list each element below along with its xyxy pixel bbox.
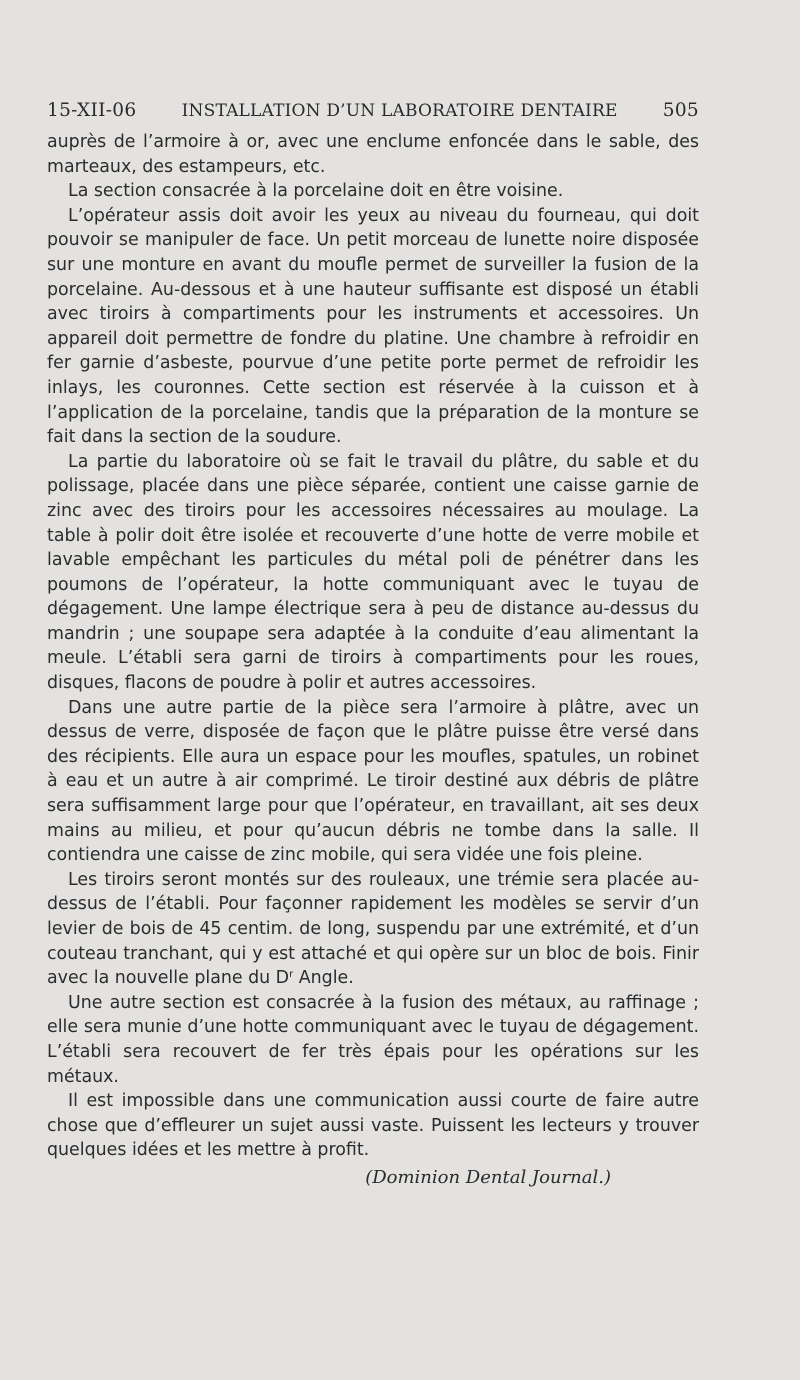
- paragraph: Une autre section est consacrée à la fusion des métaux, au raffinage ; elle sera munie d’une hotte communiquant avec le tuyau de dégagement. L’établi sera recouvert de fer très épais pour les opérations sur les métaux.: [47, 992, 699, 1087]
- paragraph: Dans une autre partie de la pièce sera l’armoire à plâtre, avec un dessus de verre, disposée de façon que le plâtre puisse être versé dans des récipients. Elle aura un espace pour les moufles, spatules, un robinet à eau et un autre à air comprimé. Le tiroir destiné aux débris de plâtre sera suffisamment large pour que l’opérateur, en travaillant, ait ses deux mains au milieu, et pour qu’aucun débris ne tombe dans la salle. Il contiendra une caisse de zinc mobile, qui sera vidée une fois pleine.: [47, 697, 699, 866]
- paragraph: La partie du laboratoire où se fait le travail du plâtre, du sable et du polissage, placée dans une pièce séparée, contient une caisse garnie de zinc avec des tiroirs pour les accessoires nécessaires au moulage. La table à polir doit être isolée et recouverte d’une hotte de verre mobile et lavable empêchant les particules du métal poli de pénétrer dans les poumons de l’opérateur, la hotte communiquant avec le tuyau de dégagement. Une lampe électrique sera à peu de distance au-dessus du mandrin ; une soupape sera adaptée à la conduite d’eau alimentant la meule. L’établi sera garni de tiroirs à compartiments pour les roues, disques, flacons de poudre à polir et autres accessoires.: [47, 451, 699, 694]
- paragraph: L’opérateur assis doit avoir les yeux au niveau du fourneau, qui doit pouvoir se manipuler de face. Un petit morceau de lunette noire disposée sur une monture en avant du moufle permet de surveiller la fusion de la porcelaine. Au-dessous et à une hauteur suffisante est disposé un établi avec tiroirs à compartiments pour les instruments et accessoires. Un appareil doit permettre de fondre du platine. Une chambre à refroidir en fer garnie d’asbeste, pourvue d’une petite porte permet de refroidir les inlays, les couronnes. Cette section est réservée à la cuisson et à l’application de la porcelaine, tandis que la préparation de la monture se fait dans la section de la soudure.: [47, 205, 699, 448]
- paragraph-text-tail: Angle.: [293, 968, 354, 989]
- superscript: r: [289, 969, 294, 981]
- book-page: [47, 96, 699, 1191]
- running-header: [47, 96, 699, 126]
- source-citation: (Dominion Dental Journal.): [365, 1166, 611, 1188]
- header-date: 15-XII-06: [47, 100, 137, 121]
- page-number: 505: [662, 100, 699, 121]
- paragraph-text: Les tiroirs seront montés sur des rouleaux, une trémie sera placée au-dessus de l’établi. Pour façonner rapidement les modèles se servir d’un levier de bois de 45 centim. de long, suspendu par une extrémité, et d’un couteau tranchant, qui y est attaché et qui opère sur un bloc de bois. Finir avec la nouvelle plane du D: [47, 869, 699, 989]
- paragraph: La section consacrée à la porcelaine doit en être voisine.: [68, 181, 564, 202]
- article-body: [47, 130, 699, 1163]
- paragraph: [47, 868, 699, 991]
- paragraph: Il est impossible dans une communication aussi courte de faire autre chose que d’effleurer un sujet aussi vaste. Puissent les lecteurs y trouver quelques idées et les mettre à profit.: [47, 1091, 699, 1161]
- header-title: INSTALLATION D’UN LABORATOIRE DENTAIRE: [181, 101, 618, 121]
- paragraph: auprès de l’armoire à or, avec une enclume enfoncée dans le sable, des marteaux, des estampeurs, etc.: [47, 132, 699, 177]
